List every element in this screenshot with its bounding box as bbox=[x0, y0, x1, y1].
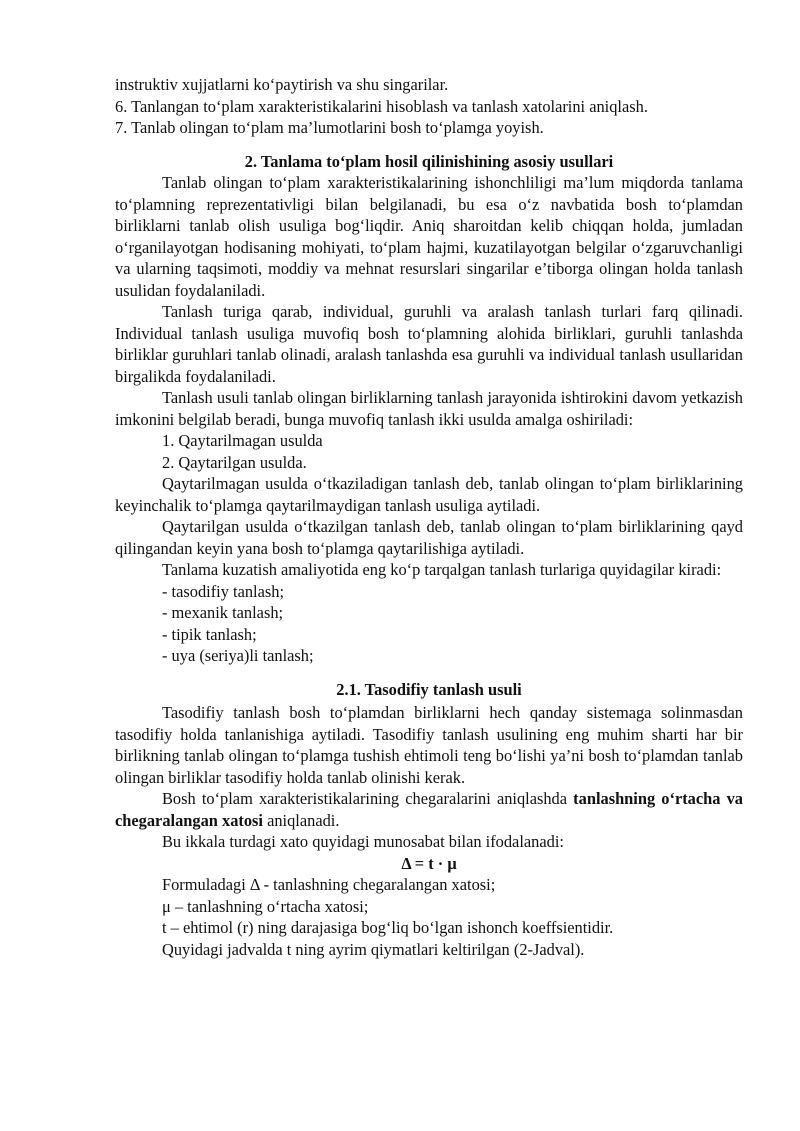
intro-line-6: 6. Tanlangan to‘plam xarakteristikalarini hisoblash va tanlash xatolarini aniqlash. bbox=[115, 96, 648, 116]
list-item: 2. Qaytarilgan usulda. bbox=[162, 452, 307, 472]
definition-line: Formuladagi Δ - tanlashning chegaralangan xatosi; bbox=[162, 875, 496, 894]
list-item: 1. Qaytarilmagan usulda bbox=[162, 431, 323, 450]
section-2-paragraph-3: Tanlash usuli tanlab olingan birliklarning tanlash jarayonida ishtirokini davom yetkazish imkonini belgilab beradi, bunga muvofiq tanlash ikki usulda amalga oshiriladi: bbox=[115, 388, 743, 429]
section-2-heading: 2. Tanlama to‘plam hosil qilinishining asosiy usullari bbox=[244, 151, 614, 171]
document-page bbox=[115, 74, 743, 960]
section-2-1-paragraph-1: Tasodifiy tanlash bosh to‘plamdan birliklarni hech qanday sistemaga solinmasdan tasodifiy holda tanlanishiga aytiladi. Tasodifiy tanlash usulining eng muhim sharti har bir birlikning tanlab olingan to‘plamga tushish ehtimoli teng bo‘lishi ya’ni bosh to‘plamdan tanlab olingan birliklar tasodifiy holda tanlab olinishi kerak. bbox=[115, 703, 743, 787]
list-item: - mexanik tanlash; bbox=[162, 603, 284, 622]
paragraph-text: Bosh to‘plam xarakteristikalarining chegaralarini aniqlashda bbox=[162, 789, 574, 808]
section-2-1-heading: 2.1. Tasodifiy tanlash usuli bbox=[336, 679, 522, 699]
section-2-paragraph-2: Tanlash turiga qarab, individual, guruhli va aralash tanlash turlari farq qilinadi. Individual tanlash usuliga muvofiq bosh to‘plamning alohida birliklari, guruhli tanlashda birliklar guruhlari tanlab olinadi, aralash tanlashda esa guruhli va individual tanlash usullaridan birgalikda foydalaniladi. bbox=[115, 302, 743, 386]
section-2-1-paragraph-2 bbox=[115, 788, 743, 831]
definition-line: μ – tanlashning o‘rtacha xatosi; bbox=[162, 896, 369, 916]
list-item: - uya (seriya)li tanlash; bbox=[162, 646, 314, 665]
definition-line: t – ehtimol (r) ning darajasiga bog‘liq bo‘lgan ishonch koeffsientidir. bbox=[162, 918, 614, 937]
intro-line-7: 7. Tanlab olingan to‘plam ma’lumotlarini bosh to‘plamga yoyish. bbox=[115, 118, 544, 137]
section-2-paragraph-1: Tanlab olingan to‘plam xarakteristikalarining ishonchliligi ma’lum miqdorda tanlama to‘plamning reprezentativligi bilan belgilanadi, bu esa o‘z navbatida bosh to‘plamdan birliklarni tanlab olish usuliga bog‘liqdir. Aniq sharoitdan kelib chiqqan holda, jumladan o‘rganilayotgan hodisaning mohiyati, to‘plam hajmi, kuzatilayotgan belgilar o‘zgaruvchanligi va ularning taqsimoti, moddiy va mehnat resurslari singarilar e’tiborga olingan holda tanlash usulidan foydalaniladi. bbox=[115, 173, 743, 300]
section-2-1-paragraph-3: Bu ikkala turdagi xato quyidagi munosabat bilan ifodalanadi: bbox=[162, 832, 564, 851]
paragraph-text: aniqlanadi. bbox=[262, 810, 340, 830]
section-2-paragraph-5: Qaytarilgan usulda o‘tkazilgan tanlash deb, tanlab olingan to‘plam birliklarining qayd qilingandan keyin yana bosh to‘plamga qaytarilishiga aytiladi. bbox=[115, 517, 743, 558]
formula: Δ = t · μ bbox=[401, 853, 457, 873]
bold-term: tanlashning o‘rtacha va chegaralangan xatosi bbox=[115, 789, 743, 830]
intro-line-1: instruktiv xujjatlarni ko‘paytirish va shu singarilar. bbox=[115, 75, 449, 94]
list-item: - tasodifiy tanlash; bbox=[162, 581, 284, 601]
list-item: - tipik tanlash; bbox=[162, 624, 257, 644]
definition-line: Quyidagi jadvalda t ning ayrim qiymatlari keltirilgan (2-Jadval). bbox=[162, 939, 585, 959]
section-2-paragraph-4: Qaytarilmagan usulda o‘tkaziladigan tanlash deb, tanlab olingan to‘plam birliklarining keyinchalik to‘plamga qaytarilmaydigan tanlash usuliga aytiladi. bbox=[115, 474, 743, 515]
section-2-paragraph-6: Tanlama kuzatish amaliyotida eng ko‘p tarqalgan tanlash turlariga quyidagilar kiradi: bbox=[162, 560, 722, 579]
